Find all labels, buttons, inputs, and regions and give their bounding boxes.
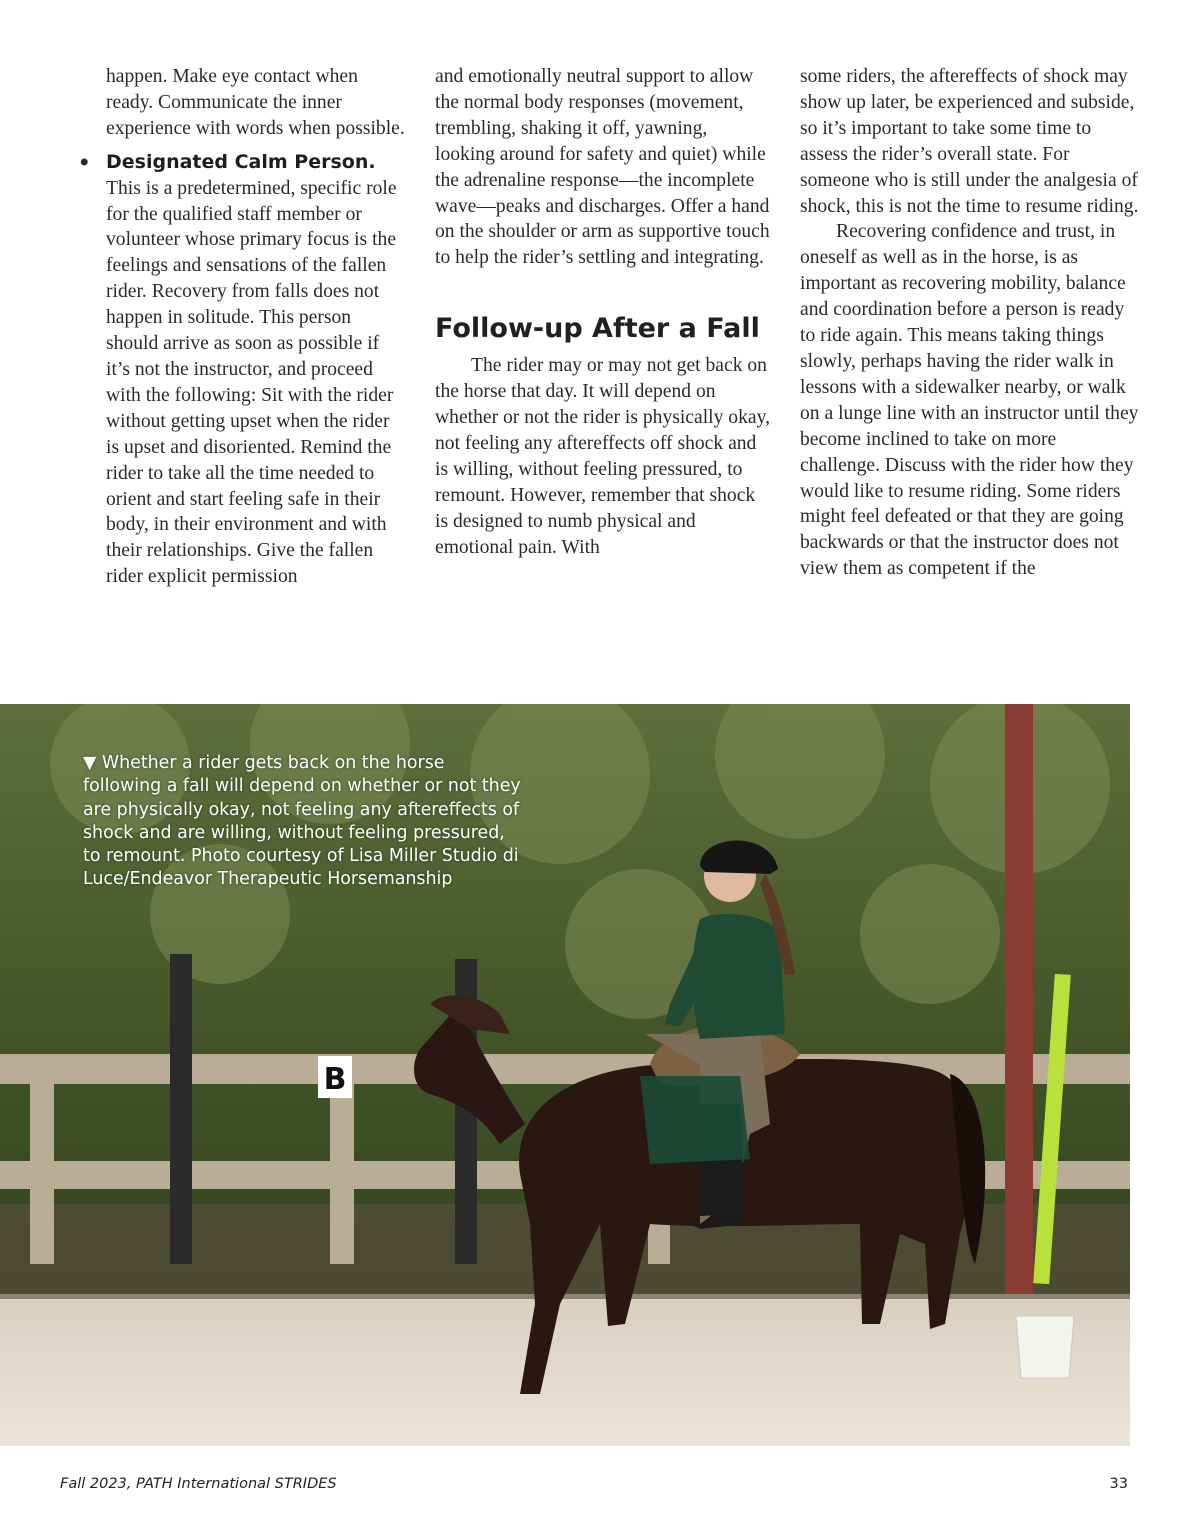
column3-paragraph-1: some riders, the aftereffects of shock may show up later, be experienced and subside, so it’s important to take some time to assess the rider’s overall state. For someone who is still under the analgesia of shock, this is not the time to resume riding. (800, 66, 1139, 217)
bullet-text: This is a predetermined, specific role for the qualified staff member or volunteer whose primary focus is the feelings and sensations of the fallen rider. Recovery from falls does not happen in solitude. This person should arrive as soon as possible if it’s not the instructor, and proceed with the following: Sit with the rider without getting upset when the rider is upset and disoriented. Remind the rider to take all the time needed to orient and start feeling safe in their body, in their environment and with their relationships. Give the fallen rider explicit permission (106, 177, 397, 588)
section-title: Follow-up After a Fall (435, 313, 760, 345)
svg-text:B: B (323, 1062, 347, 1097)
bullet-symbol: • (78, 150, 91, 174)
arena-sand (0, 1294, 1130, 1446)
fence-post (170, 954, 192, 1264)
bullet-list-item (78, 150, 406, 590)
bucket (1016, 1316, 1074, 1378)
footer-publication: Fall 2023, PATH International STRIDES (60, 1476, 337, 1492)
bullet-heading: Designated Calm Person. (106, 150, 376, 173)
arena-marker (318, 1056, 352, 1098)
section-paragraph: The rider may or may not get back on the horse that day. It will depend on whether or not the rider is physically okay, not feeling any aftereffects off shock and is willing, without feeling pressured, to remount. However, remember that shock is designed to numb physical and emotional pain. With (435, 355, 770, 558)
red-pole (1005, 704, 1033, 1294)
article-column-3 (800, 64, 1140, 582)
photo-caption: ▼ Whether a rider gets back on the horse following a fall will depend on whether or not they are physically okay, not feeling any aftereffects of shock and are willing, without feeling pressured, to remount. Photo courtesy of Lisa Miller Studio di Luce/Endeavor Therapeutic Horsemanship (83, 753, 521, 890)
column1-lead-paragraph: happen. Make eye contact when ready. Communicate the inner experience with words when possible. (106, 66, 405, 139)
column2-lead-paragraph: and emotionally neutral support to allow the normal body responses (movement, trembling, shaking it off, yawning, looking around for safety and quiet) while the adrenaline response—the incomplete wave—peaks and discharges. Offer a hand on the shoulder or arm as supportive touch to help the rider’s settling and integrating. (435, 66, 770, 269)
column3-paragraph-2: Recovering confidence and trust, in oneself as well as in the horse, is as important as recovering mobility, balance and coordination before a person is ready to ride again. This means taking things slowly, perhaps having the rider walk in lessons with a sidewalker nearby, or walk on a lunge line with an instructor until they become inclined to take on more challenge. Discuss with the rider how they would like to resume riding. Some riders might feel defeated or that they are going backwards or that the instructor does not view them as competent if the (800, 221, 1139, 580)
article-column-1 (78, 64, 406, 590)
saddle-pad (640, 1076, 750, 1164)
article-column-2 (435, 64, 770, 561)
page-number: 33 (1109, 1476, 1128, 1492)
